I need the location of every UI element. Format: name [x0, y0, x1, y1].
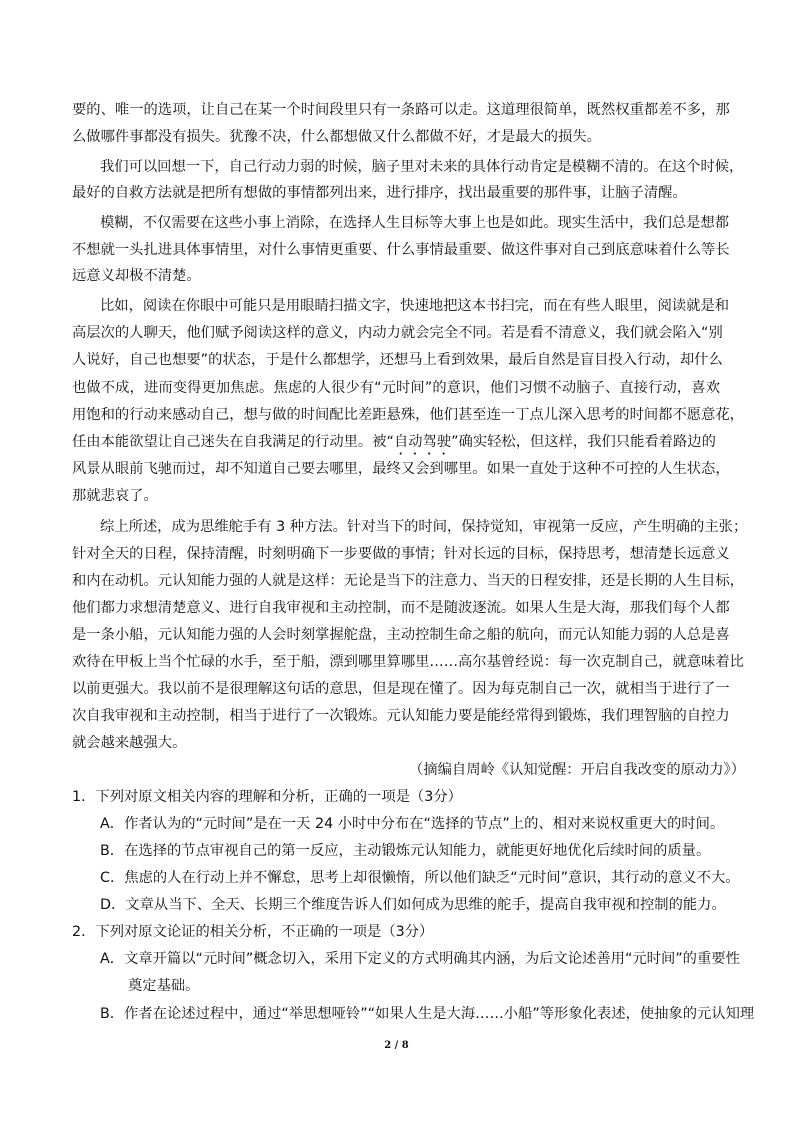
- paragraph-line: 针对全天的日程，保持清醒，时刻明确下一步要做的事情；针对长远的目标，保持思考，想清楚长远意义: [72, 546, 730, 562]
- paragraph-line: 是一条小船，元认知能力强的人会时刻掌握舵盘，主动控制生命之船的航向，而元认知能力弱的人总是喜: [72, 627, 730, 643]
- page-number: 2 / 8: [384, 1040, 409, 1051]
- paragraph-line: 最好的自救方法就是把所有想做的事情都列出来，进行排序，找出最重要的那件事，让脑子清醒。: [72, 185, 687, 201]
- paragraph-line: 次自我审视和主动控制，相当于进行了一次锻炼。元认知能力要是能经常得到锻炼，我们理智脑的自控力: [72, 708, 730, 724]
- paragraph-line: 那就悲哀了。: [72, 488, 158, 504]
- paragraph-line: 高层次的人聊天，他们赋予阅读这样的意义，内动力就会完全不同。若是看不清意义，我们就会陷入“别: [72, 325, 723, 341]
- question-option: C．焦虑的人在行动上并不懈怠，思考上却很懒惰，所以他们缺乏“元时间”意识，其行动的意义不大。: [100, 870, 740, 886]
- paragraph-line: 要的、唯一的选项，让自己在某一个时间段里只有一条路可以走。这道理很简单，既然权重都差不多，那: [72, 102, 730, 118]
- question-option: B．在选择的节点审视自己的第一反应，主动锻炼元认知能力，就能更好地优化后续时间的质量。: [100, 843, 711, 859]
- paragraph-line: 用饱和的行动来感动自己，想与做的时间配比差距悬殊，他们甚至连一丁点儿深入思考的时间都不愿意花，: [72, 407, 744, 423]
- paragraph-line: 欢待在甲板上当个忙碌的水手，至于船，漂到哪里算哪里……高尔基曾经说：每一次克制自己，就意味着比: [72, 654, 744, 670]
- question-stem: 1．下列对原文相关内容的理解和分析，正确的一项是（3分）: [72, 789, 462, 805]
- paragraph-line: 以前更强大。我以前不是很理解这句话的意思，但是现在懂了。因为每克制自己一次，就相当于进行了一: [72, 681, 730, 697]
- paragraph-line: 和内在动机。元认知能力强的人就是这样：无论是当下的注意力、当天的日程安排，还是长期的人生目标，: [72, 573, 744, 589]
- paragraph-line-with-emphasis: [72, 432, 716, 458]
- text-segment: 任由本能欲望让自己迷失在自我满足的行动里。被“: [72, 434, 394, 450]
- question-option: B．作者在论述过程中，通过“举思想哑铃”“如果人生是大海……小船”等形象化表述，使抽象的元认知理: [100, 1006, 755, 1022]
- question-option: A．作者认为的“元时间”是在一天 24 小时中分布在“选择的节点”上的、相对来说权重更大的时间。: [100, 816, 725, 832]
- paragraph-line: 比如，阅读在你眼中可能只是用眼睛扫描文字，快速地把这本书扫完，而在有些人眼里，阅读就是和: [100, 298, 730, 314]
- emphasized-text: 自动驾驶: [393, 434, 452, 450]
- paragraph-line: 他们都力求想清楚意义、进行自我审视和主动控制，而不是随波逐流。如果人生是大海，那我们每个人都: [72, 600, 730, 616]
- paragraph-line: 么做哪件事都没有损失。犹豫不决，什么都想做又什么都做不好，才是最大的损失。: [72, 129, 601, 145]
- source-citation: （摘编自周岭《认知觉醒：开启自我改变的原动力》）: [409, 762, 745, 778]
- question-option: A．文章开篇以“元时间”概念切入，采用下定义的方式明确其内涵，为后文论述善用“元时间”的重要性: [100, 951, 740, 967]
- paragraph-line: 也做不成，进而变得更加焦虑。焦虑的人很少有“元时间”的意识，他们习惯不动脑子、直接行动，喜欢: [72, 380, 720, 396]
- text-segment: ”确实轻松，但这样，我们只能看着路边的: [451, 434, 716, 450]
- question-option: D．文章从当下、全天、长期三个维度告诉人们如何成为思维的舵手，提高自我审视和控制的能力。: [100, 897, 726, 913]
- paragraph-line: 不想就一头扎进具体事情里，对什么事情更重要、什么事情最重要、做这件事对自己到底意味着什么等长: [72, 242, 730, 258]
- question-stem: 2．下列对原文论证的相关分析，不正确的一项是（3分）: [72, 924, 434, 940]
- paragraph-line: 模糊，不仅需要在这些小事上消除，在选择人生目标等大事上也是如此。现实生活中，我们总是想都: [100, 215, 730, 231]
- paragraph-line: 人说好，自己也想要”的状态，于是什么都想学，还想马上看到效果，最后自然是盲目投入行动，却什么: [72, 352, 723, 368]
- paragraph-line: 我们可以回想一下，自己行动力弱的时候，脑子里对未来的具体行动肯定是模糊不清的。在这个时候，: [100, 159, 744, 175]
- paragraph-line: 就会越来越强大。: [72, 735, 187, 751]
- paragraph-line: 综上所述，成为思维舵手有 3 种方法。针对当下的时间，保持觉知，审视第一反应，产生明确的主张；: [100, 519, 748, 535]
- paragraph-line: 风景从眼前飞驰而过，却不知道自己要去哪里，最终又会到哪里。如果一直处于这种不可控的人生状态，: [72, 461, 730, 477]
- paragraph-line: 远意义却极不清楚。: [72, 268, 201, 284]
- question-option: 奠定基础。: [128, 978, 200, 994]
